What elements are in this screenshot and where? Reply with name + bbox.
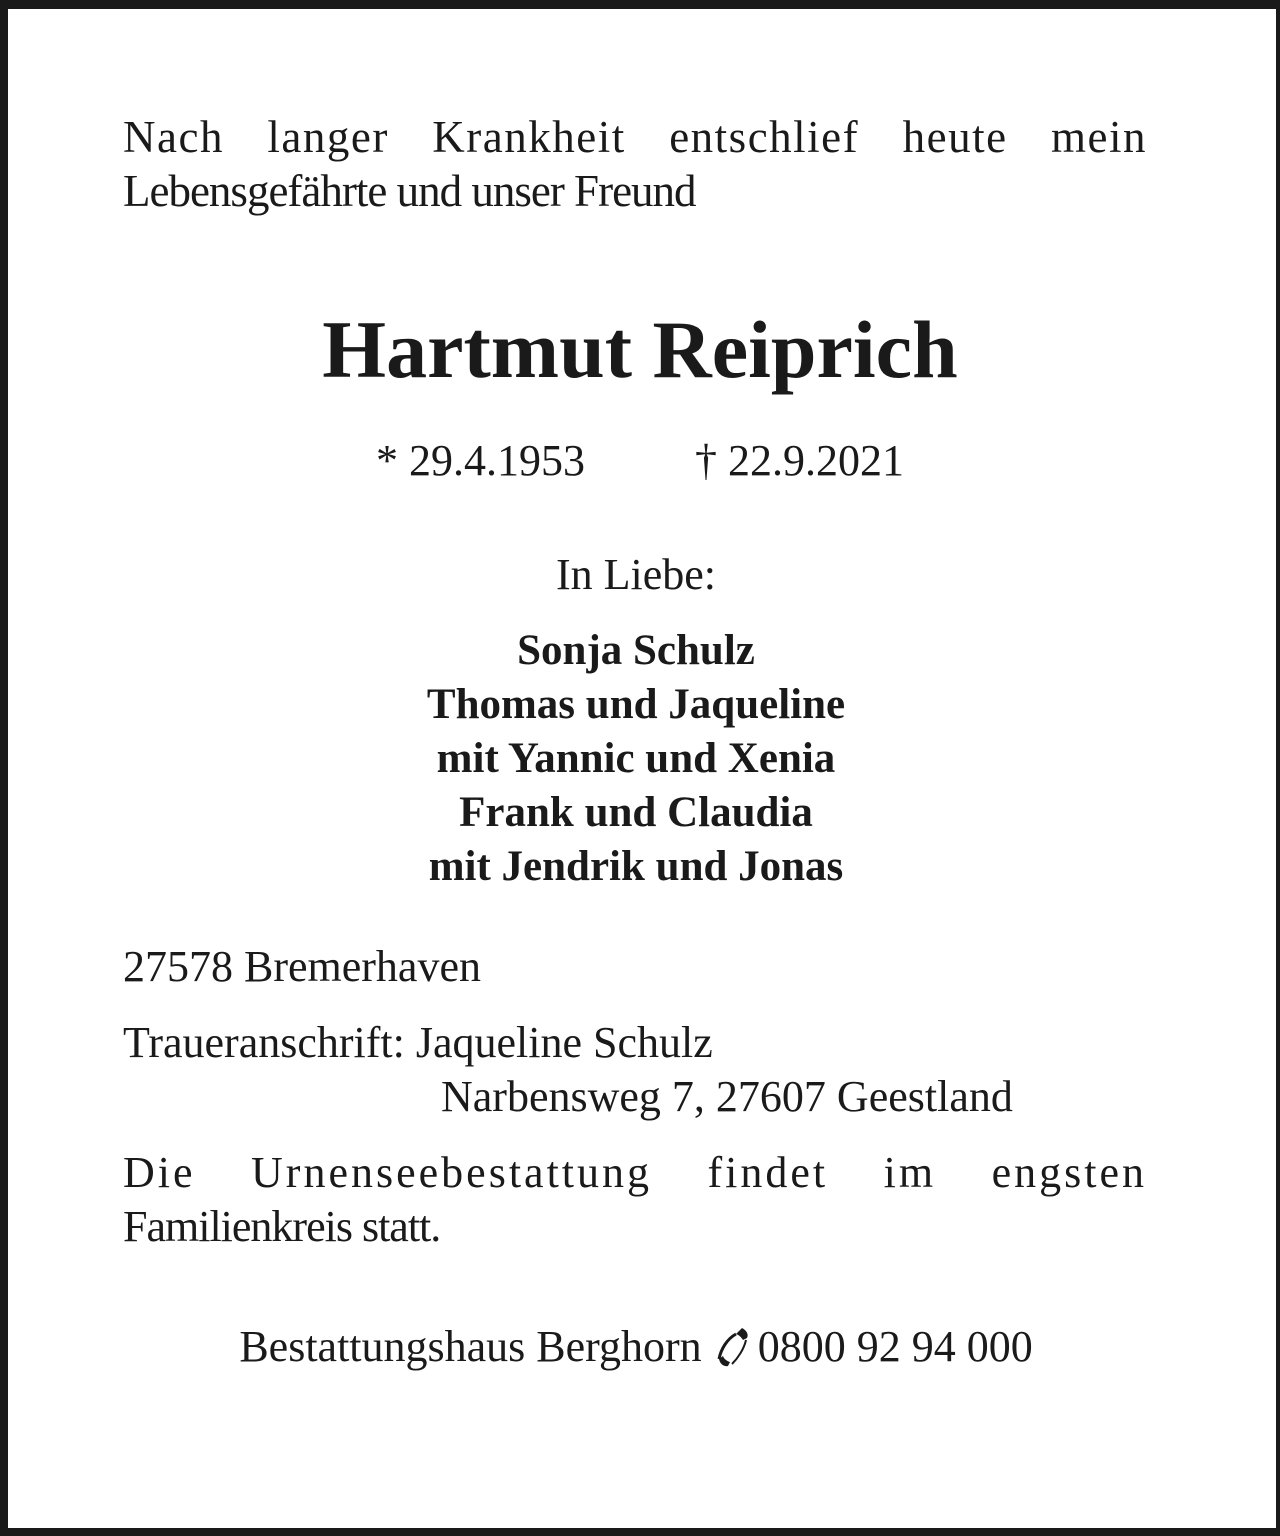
mourners-heading: In Liebe: bbox=[555, 550, 717, 599]
intro-line-1: Nach langer Krankheit entschlief heute mein bbox=[123, 112, 1147, 162]
funeral-home-name: Bestattungshaus Berghorn bbox=[239, 1322, 702, 1371]
location-text: 27578 Bremerhaven bbox=[123, 942, 481, 991]
death-date: † 22.9.2021 bbox=[695, 436, 904, 485]
birth-date: * 29.4.1953 bbox=[376, 436, 585, 485]
intro-line-2: Lebensgefährte und unser Freund bbox=[123, 166, 696, 216]
phone-icon bbox=[712, 1325, 752, 1369]
deceased-name: Hartmut Reiprich bbox=[322, 304, 958, 395]
mourner-line: Frank und Claudia bbox=[459, 789, 813, 836]
mourner-line: Thomas und Jaqueline bbox=[426, 681, 846, 728]
life-dates bbox=[0, 434, 1280, 488]
mourners-list bbox=[0, 624, 1272, 894]
intro-text bbox=[123, 110, 1147, 218]
funeral-home-phone: 0800 92 94 000 bbox=[757, 1322, 1033, 1371]
mourner-line: mit Jendrik und Jonas bbox=[428, 843, 844, 890]
burial-text bbox=[123, 1146, 1147, 1254]
address-street-line: Narbensweg 7, 27607 Geestland bbox=[441, 1072, 1013, 1121]
burial-line-2: Familienkreis statt. bbox=[123, 1202, 441, 1251]
mourning-address bbox=[123, 1016, 1147, 1124]
mourner-line: Sonja Schulz bbox=[517, 627, 755, 674]
funeral-home-footer bbox=[0, 1320, 1272, 1374]
address-name-line: Traueranschrift: Jaqueline Schulz bbox=[123, 1018, 713, 1067]
burial-line-1: Die Urnenseebestattung findet im engsten bbox=[123, 1148, 1147, 1197]
mourner-line: mit Yannic und Xenia bbox=[436, 735, 836, 782]
